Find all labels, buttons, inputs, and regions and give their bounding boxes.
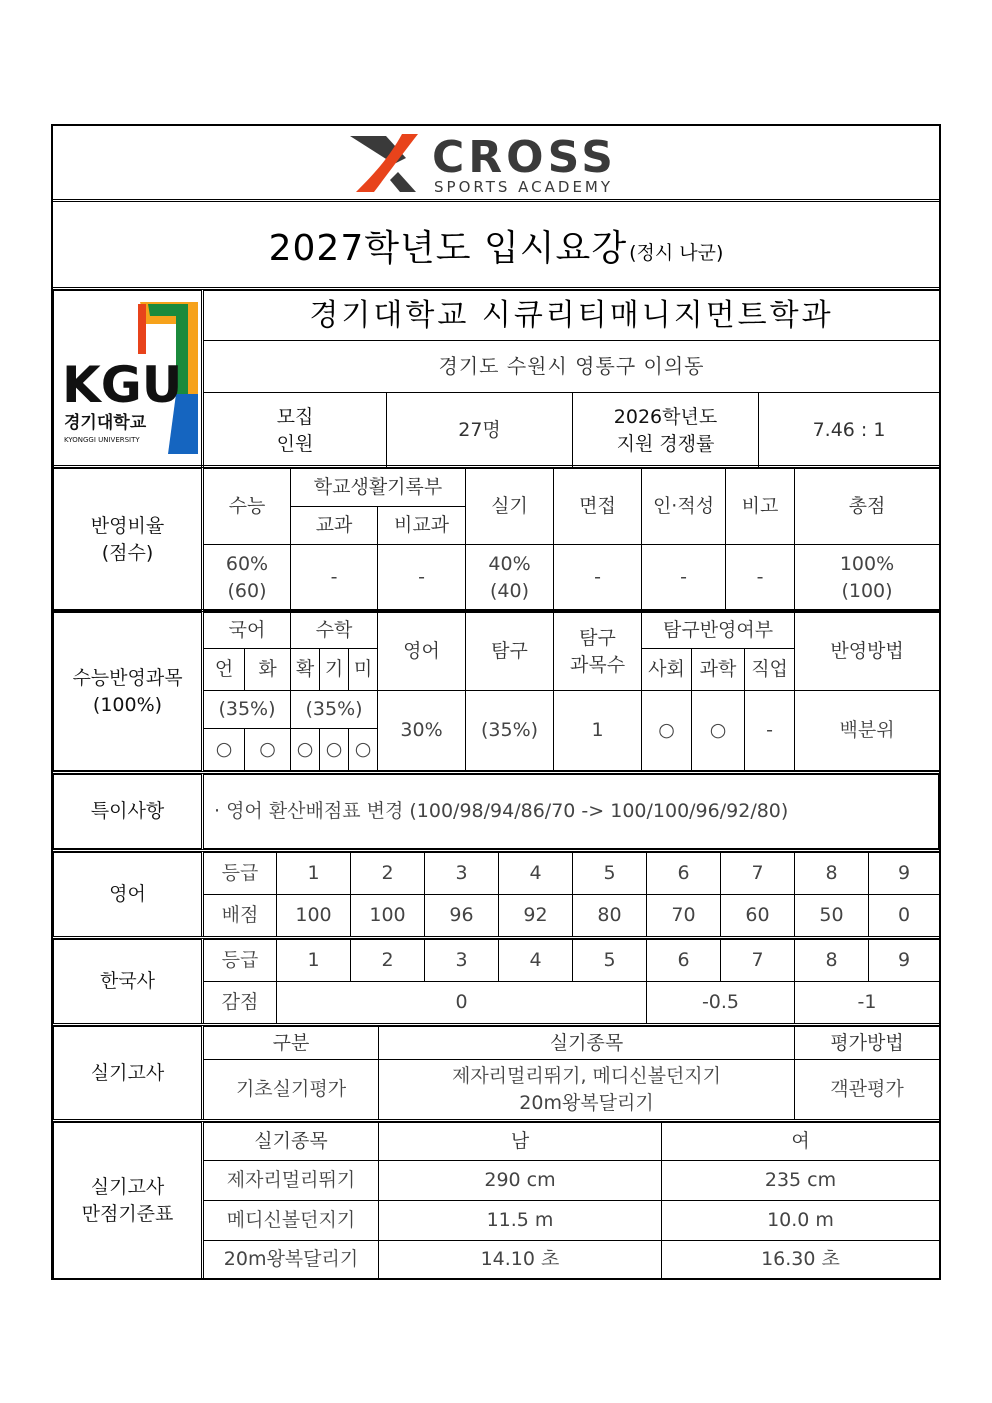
standard-female: 16.30 초: [662, 1241, 940, 1279]
sn-h-korean: 국어: [203, 613, 291, 649]
kgu-logo: [58, 294, 198, 458]
sn-v-inquiry: (35%): [466, 691, 554, 771]
cross-academy-logo: [346, 128, 646, 198]
sn-v-mi: ○: [349, 729, 378, 771]
ratio-v-suneung: 60% (60): [203, 545, 291, 611]
standards-h-male: 남: [379, 1123, 662, 1161]
standards-block: [53, 1122, 939, 1278]
sn-h-english: 영어: [378, 613, 466, 691]
practical-h-events: 실기종목: [379, 1027, 795, 1060]
standards-label: 실기고사 만점기준표: [54, 1123, 203, 1279]
standard-female: 10.0 m: [662, 1201, 940, 1241]
sn-sh-gi: 기: [320, 649, 349, 691]
ratio-v-aptitude: -: [642, 545, 726, 611]
sn-sh-hwa: 화: [245, 649, 291, 691]
practical-h-method: 평가방법: [795, 1027, 940, 1060]
ratio-h-suneung: 수능: [203, 469, 291, 545]
standard-event: 메디신볼던지기: [203, 1201, 379, 1241]
sn-sh-eon: 언: [203, 649, 245, 691]
english-grade: 9: [869, 853, 940, 895]
notes-block: [53, 774, 939, 852]
standard-male: 14.10 초: [379, 1241, 662, 1279]
sn-v-eon: ○: [203, 729, 245, 771]
page-title: 2027학년도 입시요강: [268, 227, 628, 269]
page-subtitle: (정시 나군): [629, 241, 724, 264]
sn-v-gi: ○: [320, 729, 349, 771]
practical-label: 실기고사: [54, 1027, 203, 1120]
ratio-h-record: 학교생활기록부: [291, 469, 466, 507]
english-score: 0: [869, 895, 940, 937]
recruit-label: 모집 인원: [203, 393, 387, 469]
history-grade: 2: [351, 940, 425, 982]
history-deduction: 0: [277, 982, 647, 1024]
sn-h-inquiry-count: 탐구 과목수: [554, 613, 642, 691]
sn-v-method: 백분위: [795, 691, 940, 771]
english-score: 92: [499, 895, 573, 937]
ratio-v-practical: 40% (40): [466, 545, 554, 611]
sn-h-math: 수학: [291, 613, 378, 649]
practical-h-type: 구분: [203, 1027, 379, 1060]
sn-h-inquiry: 탐구: [466, 613, 554, 691]
history-deduct-label: 감점: [203, 982, 277, 1024]
title-block: [53, 202, 939, 290]
sn-v-hwak: ○: [291, 729, 320, 771]
admission-table: [51, 124, 941, 1280]
english-block: [53, 852, 939, 939]
sn-v-science: ○: [692, 691, 745, 771]
english-score: 100: [277, 895, 351, 937]
history-block: [53, 939, 939, 1026]
sn-v-korean: (35%): [203, 691, 291, 729]
history-grade: 6: [647, 940, 721, 982]
ratio-v-subject: -: [291, 545, 378, 611]
sn-v-inquiry-count: 1: [554, 691, 642, 771]
notes-text: · 영어 환산배점표 변경 (100/98/94/86/70 -> 100/100/96/92/80): [203, 775, 939, 849]
ratio-h-nonsubject: 비교과: [378, 507, 466, 545]
university-name: 경기대학교 시큐리티매니지먼트학과: [203, 291, 940, 341]
english-grade: 7: [721, 853, 795, 895]
ratio-v-interview: -: [554, 545, 642, 611]
standard-event: 20m왕복달리기: [203, 1241, 379, 1279]
kgu-logo-cell: [54, 291, 203, 469]
english-grade: 8: [795, 853, 869, 895]
brand-text: CROSS: [432, 132, 617, 183]
university-block: [53, 290, 939, 468]
cross-x-icon: [350, 134, 418, 192]
sn-sh-hwak: 확: [291, 649, 320, 691]
university-address: 경기도 수원시 영통구 이의동: [203, 341, 940, 393]
practical-block: [53, 1026, 939, 1122]
suneung-label: 수능반영과목 (100%): [54, 613, 203, 771]
ratio-v-other: -: [726, 545, 795, 611]
history-deduction: -0.5: [647, 982, 795, 1024]
ratio-v-nonsubject: -: [378, 545, 466, 611]
history-grade: 5: [573, 940, 647, 982]
history-grade-label: 등급: [203, 940, 277, 982]
standard-event: 제자리멀리뛰기: [203, 1161, 379, 1201]
sn-sh-mi: 미: [349, 649, 378, 691]
sn-h-method: 반영방법: [795, 613, 940, 691]
english-score-label: 배점: [203, 895, 277, 937]
practical-events: 제자리멀리뛰기, 메디신볼던지기 20m왕복달리기: [379, 1060, 795, 1120]
ratio-h-aptitude: 인·적성: [642, 469, 726, 545]
history-grade: 8: [795, 940, 869, 982]
english-grade-label: 등급: [203, 853, 277, 895]
history-grade: 7: [721, 940, 795, 982]
english-score: 100: [351, 895, 425, 937]
history-grade: 9: [869, 940, 940, 982]
competition-label: 2026학년도 지원 경쟁률: [573, 393, 759, 469]
standards-h-event: 실기종목: [203, 1123, 379, 1161]
ratio-h-total: 총점: [795, 469, 940, 545]
practical-method: 객관평가: [795, 1060, 940, 1120]
ratio-block: [53, 468, 939, 612]
sn-sh-job: 직업: [745, 649, 795, 691]
standard-female: 235 cm: [662, 1161, 940, 1201]
ratio-label: 반영비율 (점수): [54, 469, 203, 611]
english-score: 70: [647, 895, 721, 937]
standard-male: 11.5 m: [379, 1201, 662, 1241]
english-label: 영어: [54, 853, 203, 937]
ratio-h-other: 비고: [726, 469, 795, 545]
kgu-logo-english: KYONGGI UNIVERSITY: [63, 435, 140, 444]
english-grade: 2: [351, 853, 425, 895]
ratio-h-practical: 실기: [466, 469, 554, 545]
sn-v-english: 30%: [378, 691, 466, 771]
sn-v-job: -: [745, 691, 795, 771]
kgu-logo-korean: 경기대학교: [63, 412, 146, 433]
sn-sh-social: 사회: [642, 649, 692, 691]
english-grade: 5: [573, 853, 647, 895]
english-score: 60: [721, 895, 795, 937]
english-grade: 3: [425, 853, 499, 895]
english-grade: 4: [499, 853, 573, 895]
ratio-h-subject: 교과: [291, 507, 378, 545]
kgu-logo-text: KGU: [61, 355, 182, 414]
sn-v-social: ○: [642, 691, 692, 771]
practical-type: 기초실기평가: [203, 1060, 379, 1120]
history-grade: 1: [277, 940, 351, 982]
standards-h-female: 여: [662, 1123, 940, 1161]
history-grade: 3: [425, 940, 499, 982]
ratio-h-interview: 면접: [554, 469, 642, 545]
history-deduction: -1: [795, 982, 940, 1024]
sn-h-inquiry-apply: 탐구반영여부: [642, 613, 795, 649]
competition-value: 7.46 : 1: [759, 393, 940, 469]
english-grade: 6: [647, 853, 721, 895]
ratio-v-total: 100% (100): [795, 545, 940, 611]
notes-label: 특이사항: [54, 775, 203, 849]
tagline-text: SPORTS ACADEMY: [434, 178, 614, 196]
recruit-value: 27명: [387, 393, 573, 469]
history-label: 한국사: [54, 940, 203, 1024]
english-score: 80: [573, 895, 647, 937]
suneung-block: [53, 612, 939, 774]
standard-male: 290 cm: [379, 1161, 662, 1201]
english-grade: 1: [277, 853, 351, 895]
history-grade: 4: [499, 940, 573, 982]
logo-block: [53, 126, 939, 202]
english-score: 50: [795, 895, 869, 937]
sn-v-hwa: ○: [245, 729, 291, 771]
sn-v-math: (35%): [291, 691, 378, 729]
english-score: 96: [425, 895, 499, 937]
sn-sh-science: 과학: [692, 649, 745, 691]
